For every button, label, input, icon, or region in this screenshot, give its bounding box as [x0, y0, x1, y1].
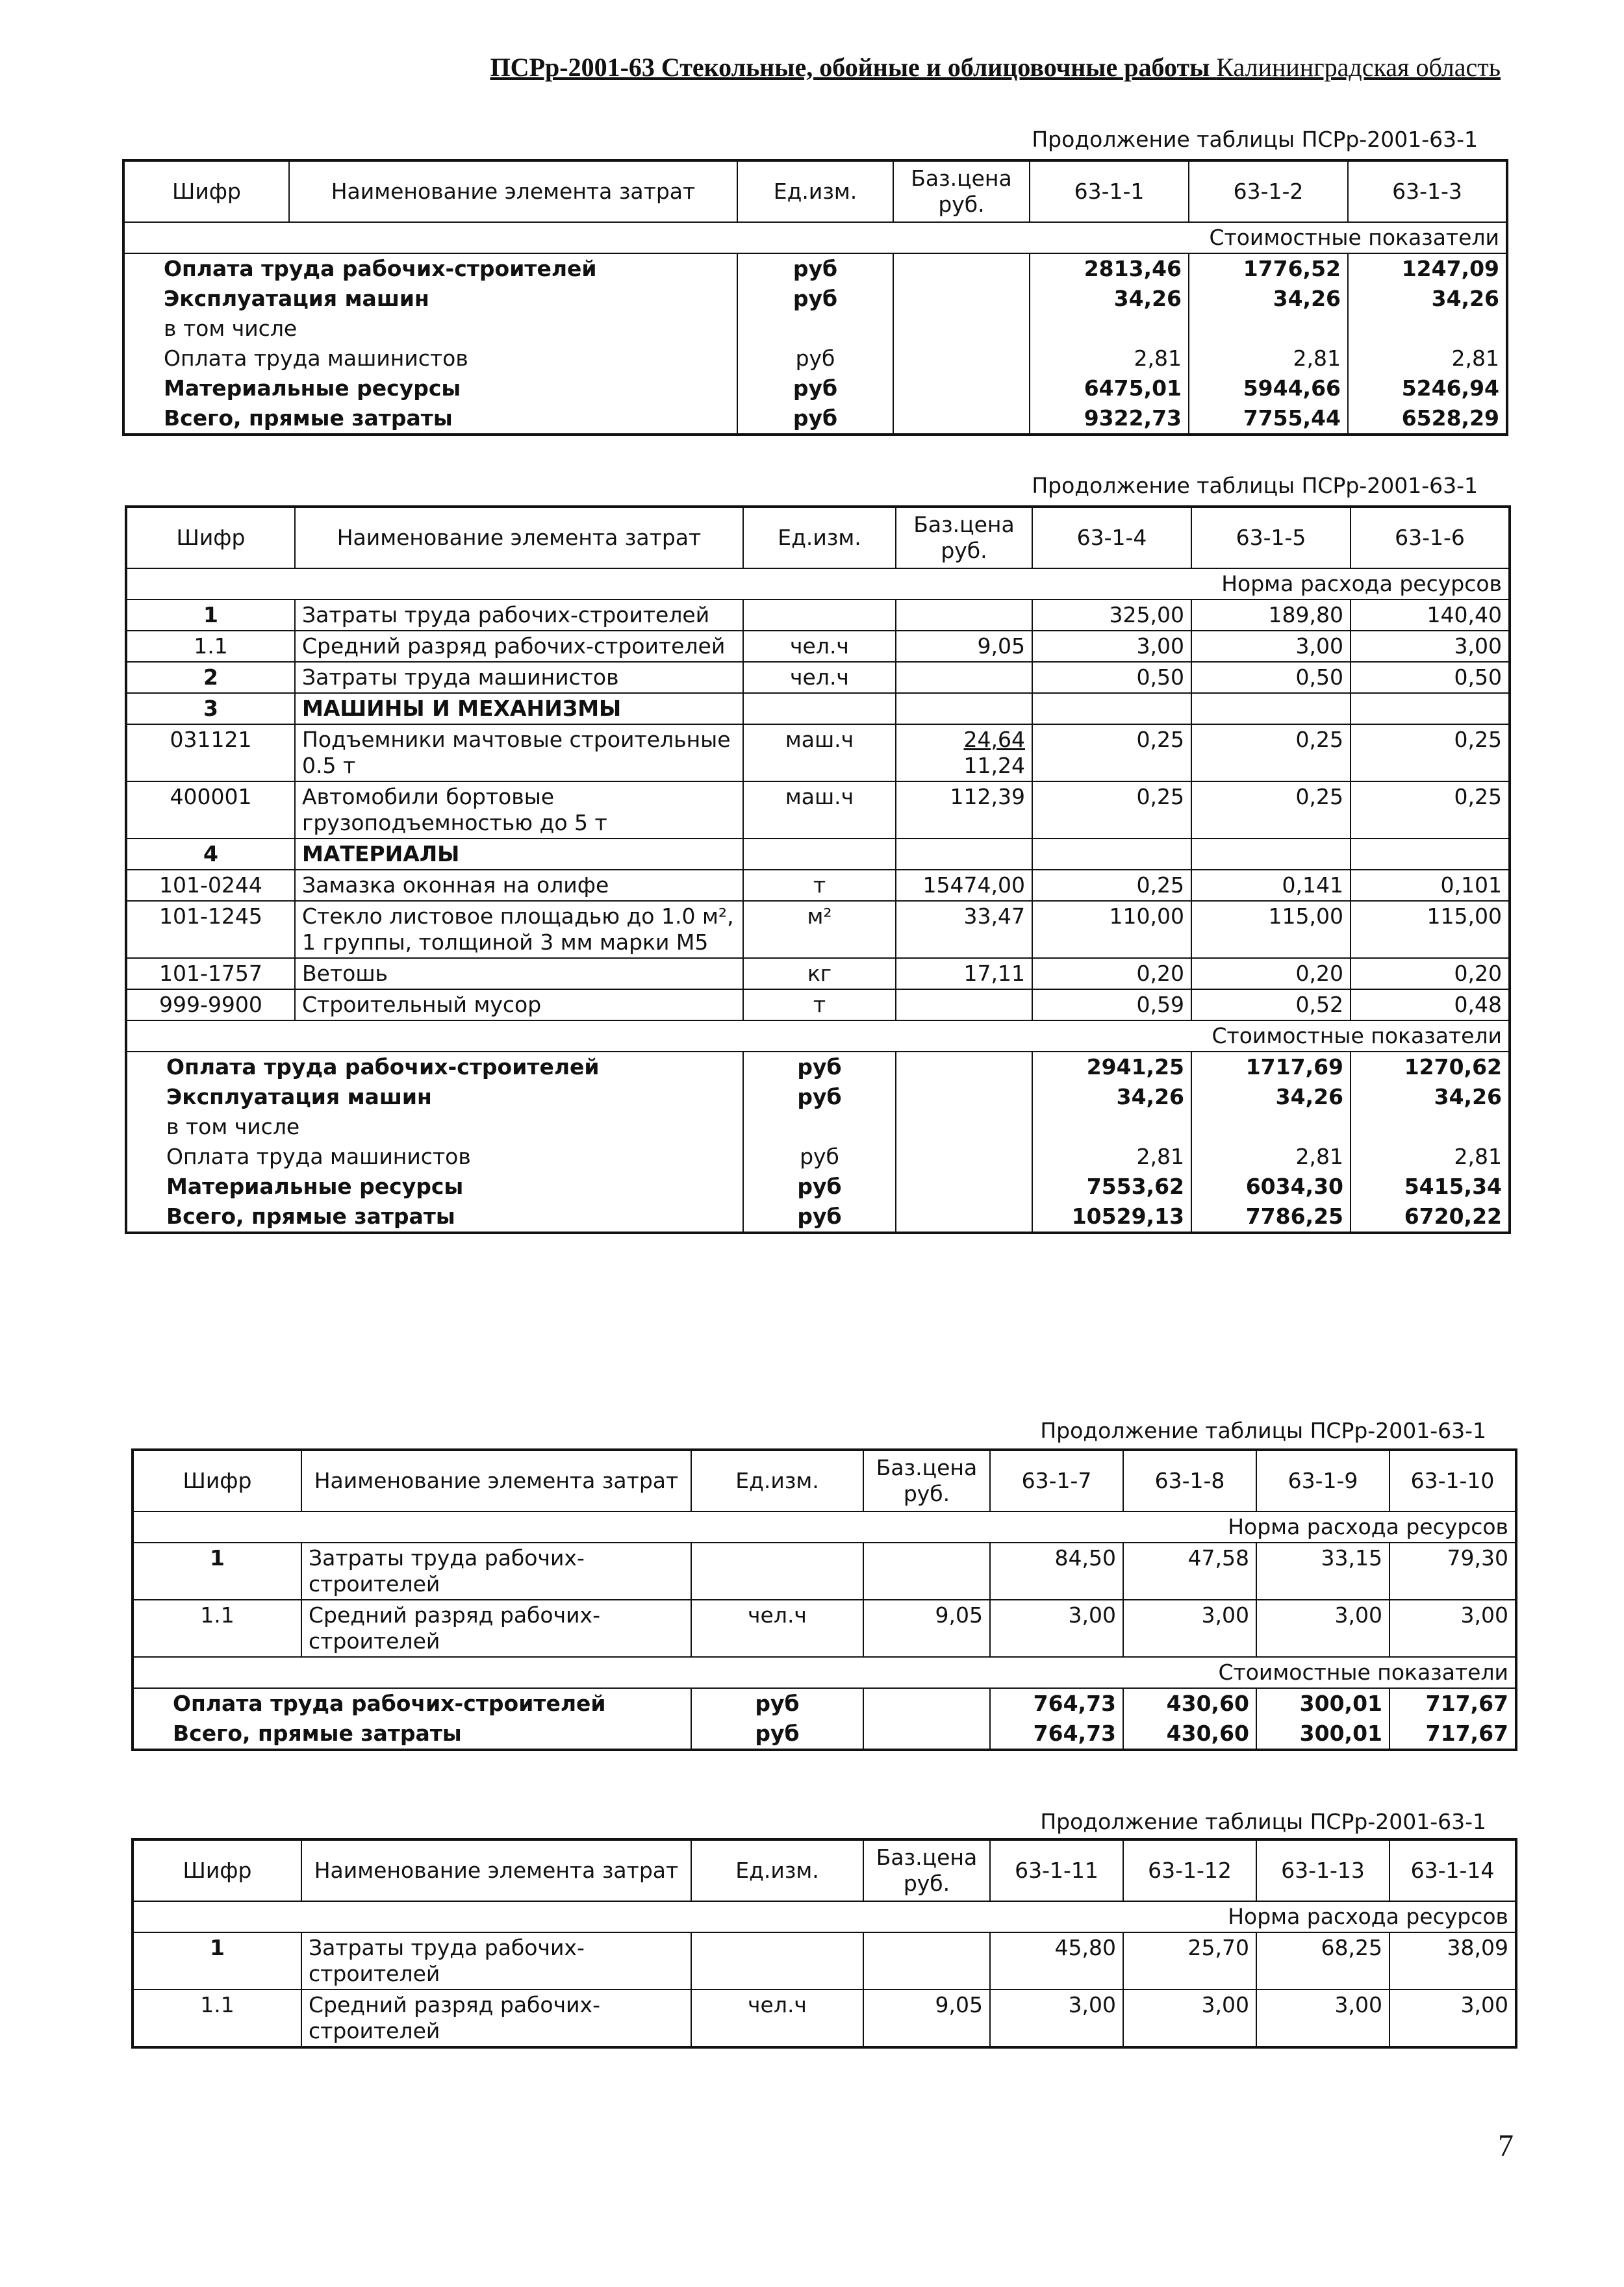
norm-value: 189,80 — [1191, 600, 1351, 631]
norm-value: 0,50 — [1191, 662, 1351, 693]
cost-value: 5944,66 — [1189, 373, 1348, 403]
cost-value — [1189, 314, 1348, 344]
norm-value: 0,59 — [1032, 989, 1191, 1020]
resource-code: 1 — [133, 1932, 301, 1990]
price-value: 9,05 — [977, 633, 1025, 659]
cost-row — [123, 344, 1507, 373]
resource-code: 101-0244 — [126, 870, 295, 901]
resource-name: Затраты труда рабочих-строителей — [301, 1543, 691, 1600]
region-name: Калининградская область — [1216, 53, 1501, 82]
cost-item-name: в том числе — [126, 1112, 743, 1142]
resource-unit — [691, 1543, 863, 1600]
resource-row — [126, 600, 1510, 631]
resource-unit: маш.ч — [743, 781, 896, 839]
norm-value: 84,50 — [990, 1543, 1123, 1600]
col-code-63-1-14: 63-1-14 — [1389, 1839, 1516, 1901]
resource-table-3 — [131, 1448, 1517, 1751]
cost-item-name: в том числе — [123, 314, 737, 344]
cost-value: 6475,01 — [1030, 373, 1189, 403]
table-header-row — [123, 160, 1507, 222]
cost-row — [123, 403, 1507, 435]
norm-value: 140,40 — [1351, 600, 1510, 631]
resource-price — [896, 901, 1032, 958]
cost-value: 764,73 — [990, 1719, 1123, 1750]
resource-unit — [691, 1932, 863, 1990]
resource-name: Строительный мусор — [295, 989, 743, 1020]
resource-name: Ветошь — [295, 958, 743, 989]
resource-unit: чел.ч — [743, 662, 896, 693]
norm-value: 110,00 — [1032, 901, 1191, 958]
col-unit-header: Ед.изм. — [737, 160, 893, 222]
norm-value: 3,00 — [1389, 1990, 1516, 2047]
norm-value — [1351, 839, 1510, 870]
resource-name: МАТЕРИАЛЫ — [295, 839, 743, 870]
norm-value: 0,25 — [1191, 781, 1351, 839]
cost-row — [126, 1052, 1510, 1082]
col-code-header: Шифр — [126, 507, 295, 568]
cost-item-name: Эксплуатация машин — [123, 284, 737, 314]
norm-value: 0,48 — [1351, 989, 1510, 1020]
norm-value — [1032, 693, 1191, 724]
resource-code: 1.1 — [126, 631, 295, 662]
section-label: Стоимостные показатели — [126, 1020, 1510, 1052]
resource-code: 3 — [126, 693, 295, 724]
resource-table-4 — [131, 1838, 1517, 2049]
cost-value: 34,26 — [1032, 1082, 1191, 1112]
resource-unit: т — [743, 870, 896, 901]
resource-name: Затраты труда рабочих-строителей — [295, 600, 743, 631]
price-value-2: 11,24 — [963, 753, 1025, 778]
norm-value: 0,52 — [1191, 989, 1351, 1020]
resource-price — [896, 693, 1032, 724]
cost-row — [123, 373, 1507, 403]
cost-value: 2813,46 — [1030, 253, 1189, 284]
col-code-63-1-12: 63-1-12 — [1123, 1839, 1256, 1901]
resource-code: 1 — [133, 1543, 301, 1600]
continuation-caption-1: Продолжение таблицы ПСРр-2001-63-1 — [1032, 127, 1478, 152]
cost-value: 6720,22 — [1351, 1202, 1510, 1233]
col-name-header: Наименование элемента затрат — [301, 1839, 691, 1901]
norm-value: 0,141 — [1191, 870, 1351, 901]
norm-value: 0,20 — [1032, 958, 1191, 989]
cost-unit: руб — [737, 403, 893, 435]
cost-item-name: Оплата труда рабочих-строителей — [126, 1052, 743, 1082]
cost-item-name: Оплата труда машинистов — [123, 344, 737, 373]
price-value: 9,05 — [935, 1602, 983, 1628]
cost-value: 717,67 — [1389, 1719, 1516, 1750]
norm-value: 0,25 — [1032, 781, 1191, 839]
cost-value: 9322,73 — [1030, 403, 1189, 435]
col-code-63-1-7: 63-1-7 — [990, 1450, 1123, 1511]
cost-value: 430,60 — [1123, 1688, 1256, 1719]
continuation-caption-2: Продолжение таблицы ПСРр-2001-63-1 — [1032, 473, 1478, 498]
price-value: 17,11 — [963, 961, 1025, 986]
cost-item-name: Материальные ресурсы — [123, 373, 737, 403]
col-unit-header: Ед.изм. — [743, 507, 896, 568]
col-price-header: Баз.цена руб. — [863, 1839, 990, 1901]
cost-value: 2,81 — [1351, 1142, 1510, 1172]
resource-unit: маш.ч — [743, 724, 896, 781]
empty-cell — [893, 344, 1030, 373]
cost-value: 1247,09 — [1348, 253, 1507, 284]
cost-value — [1032, 1112, 1191, 1142]
resource-name: Замазка оконная на олифе — [295, 870, 743, 901]
resource-code: 400001 — [126, 781, 295, 839]
norm-value: 3,00 — [1123, 1600, 1256, 1657]
cost-table-1 — [122, 159, 1508, 436]
cost-unit: руб — [737, 344, 893, 373]
resource-price — [896, 989, 1032, 1020]
col-code-header: Шифр — [123, 160, 289, 222]
cost-value: 300,01 — [1256, 1688, 1389, 1719]
resource-table-2 — [125, 505, 1511, 1234]
cost-value: 7553,62 — [1032, 1172, 1191, 1202]
resource-row — [133, 1990, 1516, 2047]
cost-item-name: Всего, прямые затраты — [123, 403, 737, 435]
cost-item-name: Оплата труда рабочих-строителей — [123, 253, 737, 284]
col-name-header: Наименование элемента затрат — [289, 160, 737, 222]
cost-unit: руб — [743, 1082, 896, 1112]
resource-row — [126, 631, 1510, 662]
resource-price — [896, 958, 1032, 989]
cost-unit: руб — [737, 373, 893, 403]
cost-row — [126, 1142, 1510, 1172]
cost-value: 5415,34 — [1351, 1172, 1510, 1202]
resource-row — [126, 989, 1510, 1020]
norm-value: 325,00 — [1032, 600, 1191, 631]
resource-unit: чел.ч — [743, 631, 896, 662]
cost-unit: руб — [737, 253, 893, 284]
norm-value — [1191, 839, 1351, 870]
cost-row — [133, 1688, 1516, 1719]
resource-name: Средний разряд рабочих-строителей — [301, 1600, 691, 1657]
cost-value: 1776,52 — [1189, 253, 1348, 284]
resource-price — [863, 1990, 990, 2047]
price-value: 9,05 — [935, 1992, 983, 2017]
resource-row — [126, 870, 1510, 901]
section-label: Норма расхода ресурсов — [133, 1511, 1516, 1543]
resource-unit: чел.ч — [691, 1600, 863, 1657]
resource-code: 031121 — [126, 724, 295, 781]
norm-value: 3,00 — [1123, 1990, 1256, 2047]
col-code-63-1-3: 63-1-3 — [1348, 160, 1507, 222]
resource-code: 999-9900 — [126, 989, 295, 1020]
resource-unit: кг — [743, 958, 896, 989]
resource-name: Средний разряд рабочих-строителей — [295, 631, 743, 662]
col-code-63-1-2: 63-1-2 — [1189, 160, 1348, 222]
resource-unit: чел.ч — [691, 1990, 863, 2047]
section-label: Стоимостные показатели — [133, 1657, 1516, 1688]
norm-value: 0,25 — [1351, 781, 1510, 839]
price-value: 112,39 — [950, 784, 1025, 809]
norm-value: 33,15 — [1256, 1543, 1389, 1600]
norm-value: 3,00 — [1256, 1600, 1389, 1657]
cost-value: 34,26 — [1030, 284, 1189, 314]
empty-cell — [863, 1688, 990, 1719]
cost-item-name: Эксплуатация машин — [126, 1082, 743, 1112]
resource-code: 1 — [126, 600, 295, 631]
col-price-header: Баз.цена руб. — [893, 160, 1030, 222]
cost-value: 717,67 — [1389, 1688, 1516, 1719]
col-name-header: Наименование элемента затрат — [301, 1450, 691, 1511]
resource-name: Стекло листовое площадью до 1.0 м², 1 группы, толщиной 3 мм марки М5 — [295, 901, 743, 958]
resource-name: Автомобили бортовые грузоподъемностью до 5 т — [295, 781, 743, 839]
norm-value: 0,25 — [1191, 724, 1351, 781]
resource-price — [896, 781, 1032, 839]
col-price-header: Баз.цена руб. — [896, 507, 1032, 568]
continuation-caption-3: Продолжение таблицы ПСРр-2001-63-1 — [1040, 1418, 1486, 1443]
price-value: 15474,00 — [922, 872, 1025, 898]
cost-value: 6528,29 — [1348, 403, 1507, 435]
cost-unit: руб — [743, 1172, 896, 1202]
resource-unit: т — [743, 989, 896, 1020]
norm-value: 38,09 — [1389, 1932, 1516, 1990]
cost-value — [1191, 1112, 1351, 1142]
empty-cell — [893, 314, 1030, 344]
col-name-header: Наименование элемента затрат — [295, 507, 743, 568]
norm-value: 45,80 — [990, 1932, 1123, 1990]
cost-value: 34,26 — [1348, 284, 1507, 314]
cost-value: 2,81 — [1348, 344, 1507, 373]
cost-value: 10529,13 — [1032, 1202, 1191, 1233]
norm-value: 3,00 — [1389, 1600, 1516, 1657]
cost-value: 2,81 — [1189, 344, 1348, 373]
empty-cell — [896, 1172, 1032, 1202]
cost-unit — [737, 314, 893, 344]
norm-value: 3,00 — [1191, 631, 1351, 662]
cost-value: 7786,25 — [1191, 1202, 1351, 1233]
table-header-row — [126, 507, 1510, 568]
resource-price — [863, 1543, 990, 1600]
cost-unit: руб — [737, 284, 893, 314]
norm-value: 3,00 — [1351, 631, 1510, 662]
cost-value: 2,81 — [1032, 1142, 1191, 1172]
document-title: ПСРр-2001-63 Стекольные, обойные и облицовочные работы — [490, 53, 1210, 82]
resource-unit — [743, 600, 896, 631]
empty-cell — [896, 1142, 1032, 1172]
cost-item-name: Оплата труда рабочих-строителей — [133, 1688, 691, 1719]
resource-code: 4 — [126, 839, 295, 870]
empty-cell — [893, 284, 1030, 314]
norm-value: 47,58 — [1123, 1543, 1256, 1600]
resource-price — [863, 1600, 990, 1657]
cost-unit: руб — [691, 1688, 863, 1719]
cost-unit: руб — [691, 1719, 863, 1750]
norm-value: 0,101 — [1351, 870, 1510, 901]
cost-value: 430,60 — [1123, 1719, 1256, 1750]
resource-price — [896, 631, 1032, 662]
cost-row — [123, 314, 1507, 344]
norm-value — [1351, 693, 1510, 724]
resource-code: 101-1245 — [126, 901, 295, 958]
resource-unit — [743, 839, 896, 870]
col-code-63-1-1: 63-1-1 — [1030, 160, 1189, 222]
resource-name: Средний разряд рабочих-строителей — [301, 1990, 691, 2047]
norm-value: 0,20 — [1191, 958, 1351, 989]
price-value: 33,47 — [963, 903, 1025, 929]
section-label: Норма расхода ресурсов — [133, 1901, 1516, 1932]
col-code-header: Шифр — [133, 1450, 301, 1511]
norm-value: 0,25 — [1032, 870, 1191, 901]
cost-value: 764,73 — [990, 1688, 1123, 1719]
norm-value — [1032, 839, 1191, 870]
norm-value: 3,00 — [990, 1600, 1123, 1657]
resource-code: 1.1 — [133, 1990, 301, 2047]
empty-cell — [863, 1719, 990, 1750]
cost-value: 34,26 — [1351, 1082, 1510, 1112]
norm-value: 3,00 — [1256, 1990, 1389, 2047]
col-code-header: Шифр — [133, 1839, 301, 1901]
norm-value: 0,50 — [1351, 662, 1510, 693]
col-code-63-1-10: 63-1-10 — [1389, 1450, 1516, 1511]
cost-row — [123, 284, 1507, 314]
norm-value: 79,30 — [1389, 1543, 1516, 1600]
cost-value — [1348, 314, 1507, 344]
cost-value — [1351, 1112, 1510, 1142]
cost-value: 7755,44 — [1189, 403, 1348, 435]
cost-row — [133, 1719, 1516, 1750]
resource-name: Подъемники мачтовые строительные 0.5 т — [295, 724, 743, 781]
page-number: 7 — [1498, 2129, 1514, 2163]
page-header — [490, 52, 1501, 82]
cost-unit: руб — [743, 1142, 896, 1172]
resource-unit — [743, 693, 896, 724]
col-code-63-1-11: 63-1-11 — [990, 1839, 1123, 1901]
resource-name: МАШИНЫ И МЕХАНИЗМЫ — [295, 693, 743, 724]
norm-value: 0,25 — [1351, 724, 1510, 781]
cost-item-name: Оплата труда машинистов — [126, 1142, 743, 1172]
cost-value — [1030, 314, 1189, 344]
norm-value: 115,00 — [1351, 901, 1510, 958]
resource-row — [126, 958, 1510, 989]
resource-row — [133, 1543, 1516, 1600]
col-code-63-1-9: 63-1-9 — [1256, 1450, 1389, 1511]
resource-row — [126, 662, 1510, 693]
norm-value — [1191, 693, 1351, 724]
norm-value: 0,50 — [1032, 662, 1191, 693]
empty-cell — [896, 1202, 1032, 1233]
continuation-caption-4: Продолжение таблицы ПСРр-2001-63-1 — [1040, 1809, 1486, 1834]
cost-row — [126, 1202, 1510, 1233]
col-code-63-1-8: 63-1-8 — [1123, 1450, 1256, 1511]
table-header-row — [133, 1839, 1516, 1901]
col-code-63-1-4: 63-1-4 — [1032, 507, 1191, 568]
norm-value: 0,20 — [1351, 958, 1510, 989]
cost-value: 5246,94 — [1348, 373, 1507, 403]
resource-price — [896, 870, 1032, 901]
col-unit-header: Ед.изм. — [691, 1450, 863, 1511]
empty-cell — [896, 1052, 1032, 1082]
col-code-63-1-13: 63-1-13 — [1256, 1839, 1389, 1901]
resource-code: 2 — [126, 662, 295, 693]
resource-row — [133, 1932, 1516, 1990]
cost-value: 6034,30 — [1191, 1172, 1351, 1202]
cost-item-name: Всего, прямые затраты — [133, 1719, 691, 1750]
norm-value: 3,00 — [1032, 631, 1191, 662]
section-label: Норма расхода ресурсов — [126, 568, 1510, 600]
norm-value: 115,00 — [1191, 901, 1351, 958]
cost-item-name: Всего, прямые затраты — [126, 1202, 743, 1233]
norm-value: 68,25 — [1256, 1932, 1389, 1990]
empty-cell — [896, 1112, 1032, 1142]
cost-row — [123, 253, 1507, 284]
cost-unit: руб — [743, 1202, 896, 1233]
resource-name: Затраты труда машинистов — [295, 662, 743, 693]
cost-row — [126, 1172, 1510, 1202]
col-unit-header: Ед.изм. — [691, 1839, 863, 1901]
cost-value: 2,81 — [1030, 344, 1189, 373]
col-code-63-1-6: 63-1-6 — [1351, 507, 1510, 568]
resource-price — [896, 662, 1032, 693]
cost-value: 2941,25 — [1032, 1052, 1191, 1082]
resource-price — [896, 724, 1032, 781]
resource-price — [896, 839, 1032, 870]
empty-cell — [893, 403, 1030, 435]
cost-unit: руб — [743, 1052, 896, 1082]
norm-value: 0,25 — [1032, 724, 1191, 781]
cost-item-name: Материальные ресурсы — [126, 1172, 743, 1202]
cost-value: 1270,62 — [1351, 1052, 1510, 1082]
resource-row — [126, 839, 1510, 870]
resource-price — [863, 1932, 990, 1990]
cost-value: 34,26 — [1189, 284, 1348, 314]
cost-value: 300,01 — [1256, 1719, 1389, 1750]
resource-code: 1.1 — [133, 1600, 301, 1657]
resource-row — [126, 724, 1510, 781]
empty-cell — [893, 253, 1030, 284]
cost-unit — [743, 1112, 896, 1142]
cost-value: 34,26 — [1191, 1082, 1351, 1112]
col-price-header: Баз.цена руб. — [863, 1450, 990, 1511]
table-header-row — [133, 1450, 1516, 1511]
resource-row — [126, 781, 1510, 839]
cost-value: 2,81 — [1191, 1142, 1351, 1172]
resource-row — [126, 901, 1510, 958]
empty-cell — [896, 1082, 1032, 1112]
norm-value: 3,00 — [990, 1990, 1123, 2047]
resource-unit: м² — [743, 901, 896, 958]
section-label: Стоимостные показатели — [123, 222, 1507, 253]
col-code-63-1-5: 63-1-5 — [1191, 507, 1351, 568]
resource-price — [896, 600, 1032, 631]
norm-value: 25,70 — [1123, 1932, 1256, 1990]
cost-value: 1717,69 — [1191, 1052, 1351, 1082]
cost-row — [126, 1112, 1510, 1142]
cost-row — [126, 1082, 1510, 1112]
resource-row — [126, 693, 1510, 724]
resource-code: 101-1757 — [126, 958, 295, 989]
resource-row — [133, 1600, 1516, 1657]
price-value: 24,64 — [963, 727, 1025, 752]
resource-name: Затраты труда рабочих-строителей — [301, 1932, 691, 1990]
empty-cell — [893, 373, 1030, 403]
